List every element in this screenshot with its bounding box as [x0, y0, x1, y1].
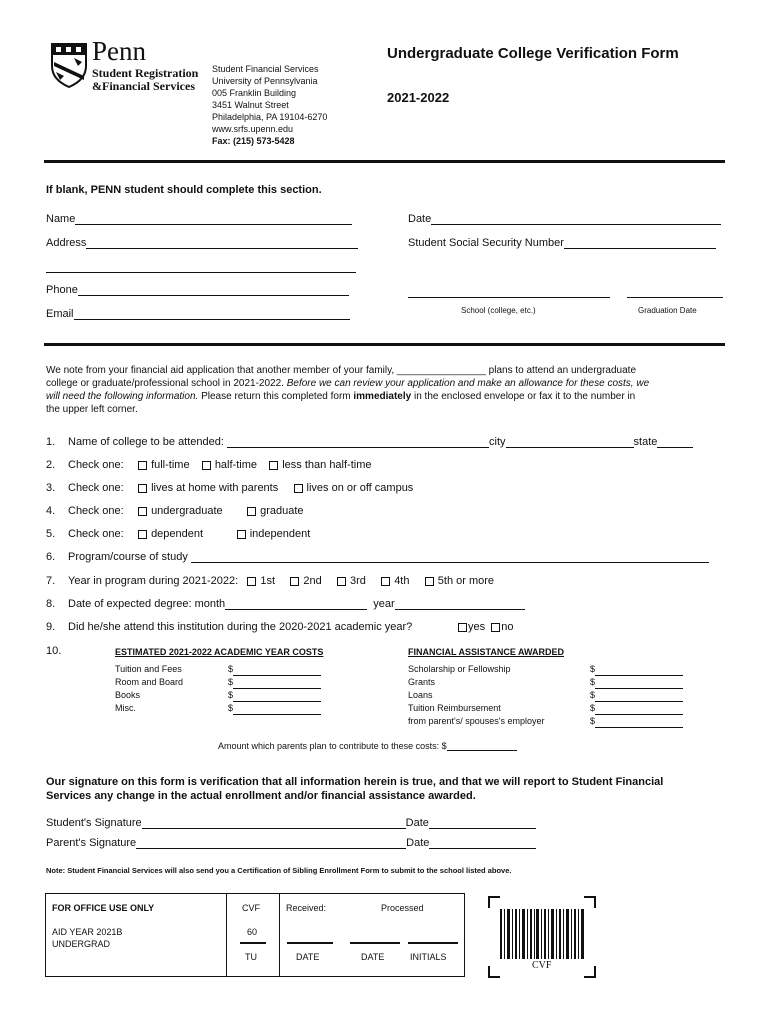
question-number: 1. — [46, 436, 56, 448]
question-5 — [46, 528, 310, 540]
office-use-box — [45, 893, 465, 977]
ssn-label: Student Social Security Number — [408, 237, 564, 249]
barcode-label: CVF — [532, 960, 552, 971]
intro-line: We note from your financial aid application that another member of your family, ________________ plans to attend an undergraduate — [46, 365, 637, 376]
program-input[interactable] — [191, 551, 709, 563]
college-name-input[interactable] — [227, 436, 489, 448]
office-aid-year: AID YEAR 2021B — [52, 927, 123, 937]
question-label: Check one: — [68, 459, 124, 471]
option-label: lives on or off campus — [306, 482, 414, 494]
date-label: Date — [408, 213, 432, 225]
processed-initials-line[interactable] — [408, 942, 458, 944]
date-label: Date — [405, 817, 429, 829]
header-divider — [44, 160, 725, 163]
school-caption: School (college, etc.) — [461, 306, 536, 315]
checkbox-icon — [138, 461, 147, 470]
checkbox-icon — [202, 461, 211, 470]
checkbox-icon — [138, 530, 147, 539]
degree-year-input[interactable] — [395, 598, 525, 610]
address-field[interactable] — [46, 237, 358, 249]
penn-shield-icon — [50, 42, 88, 88]
option-label: 1st — [260, 575, 276, 587]
fax-number: Fax: (215) 573-5428 — [212, 136, 295, 146]
address-line: Philadelphia, PA 19104-6270 — [212, 112, 328, 122]
option-label: 3rd — [350, 575, 366, 587]
question-label: Date of expected degree: month — [68, 598, 226, 610]
date-label: Date — [406, 837, 430, 849]
aid-amount-input[interactable] — [590, 689, 683, 702]
checkbox-icon — [381, 577, 390, 586]
question-3 — [46, 482, 413, 494]
question-6 — [46, 551, 709, 563]
aid-amount-input[interactable] — [590, 676, 683, 689]
checkbox-icon — [247, 577, 256, 586]
option-label: lives at home with parents — [151, 482, 279, 494]
parent-signature-label: Parent's Signature — [46, 837, 137, 849]
state-label: state — [633, 436, 658, 448]
option-label: graduate — [260, 505, 304, 517]
office-undergrad: UNDERGRAD — [52, 939, 111, 949]
degree-month-input[interactable] — [225, 598, 367, 610]
processed-date-label: DATE — [361, 952, 385, 962]
checkbox-no[interactable] — [491, 621, 513, 633]
question-number: 8. — [46, 598, 56, 610]
website-link[interactable]: www.srfs.upenn.edu — [212, 124, 294, 134]
question-label: Check one: — [68, 482, 124, 494]
email-field[interactable] — [46, 308, 350, 320]
dollar-sign: $ — [590, 677, 596, 687]
office-tu: TU — [245, 952, 257, 962]
checkbox-icon — [294, 484, 303, 493]
question-label: Year in program during 2021-2022: — [68, 575, 239, 587]
aid-item: Tuition Reimbursement — [408, 703, 501, 713]
question-number: 7. — [46, 575, 56, 587]
dollar-sign: $ — [590, 664, 596, 674]
aid-item: from parent's/ spouses's employer — [408, 716, 545, 726]
question-label: Name of college to be attended: — [68, 436, 224, 448]
question-7 — [46, 575, 494, 587]
statement-line: Our signature on this form is verification that all information herein is true, and that we will report to Student Financial — [46, 776, 664, 788]
aid-amount-input[interactable] — [590, 702, 683, 715]
checkbox-full-time[interactable] — [138, 459, 190, 471]
checkbox-icon — [247, 507, 256, 516]
question-label: Check one: — [68, 528, 124, 540]
question-10-number: 10. — [46, 645, 62, 657]
option-label: dependent — [151, 528, 204, 540]
option-label: half-time — [214, 459, 257, 471]
dollar-sign: $ — [590, 716, 596, 726]
dollar-sign: $ — [228, 664, 234, 674]
address-line: University of Pennsylvania — [212, 76, 318, 86]
checkbox-undergraduate[interactable] — [138, 505, 223, 517]
checkbox-icon — [337, 577, 346, 586]
contribution-label: Amount which parents plan to contribute to these costs: $ — [218, 741, 447, 751]
checkbox-icon — [138, 507, 147, 516]
cvf-rule — [240, 942, 266, 944]
option-label: yes — [468, 621, 486, 633]
checkbox-1st[interactable] — [247, 575, 275, 587]
dollar-sign: $ — [590, 690, 596, 700]
question-number: 2. — [46, 459, 56, 471]
option-label: no — [501, 621, 514, 633]
logo-line1: Student Registration — [92, 66, 199, 80]
address-label: Address — [46, 237, 87, 249]
intro-line — [46, 390, 649, 403]
city-label: city — [489, 436, 506, 448]
question-4 — [46, 505, 304, 517]
office-received: Received: — [286, 903, 327, 913]
ssn-field[interactable] — [408, 237, 716, 249]
name-label: Name — [46, 213, 76, 225]
question-label: Check one: — [68, 505, 124, 517]
checkbox-icon — [425, 577, 434, 586]
option-label: full-time — [151, 459, 190, 471]
note: Note: Student Financial Services will also send you a Certification of Sibling Enrollment Form to submit to the school listed above. — [46, 866, 512, 875]
question-number: 9. — [46, 621, 56, 633]
checkbox-yes[interactable] — [458, 621, 485, 633]
question-number: 5. — [46, 528, 56, 540]
checkbox-icon — [237, 530, 246, 539]
aid-item: Loans — [408, 690, 433, 700]
aid-item: Grants — [408, 677, 436, 687]
office-cvf-number: 60 — [247, 927, 258, 937]
state-input[interactable] — [657, 436, 693, 448]
form-title: Undergraduate College Verification Form — [387, 45, 679, 62]
question-number: 3. — [46, 482, 56, 494]
corner-mark — [584, 896, 596, 908]
date-field[interactable] — [408, 213, 721, 225]
section-instruction: If blank, PENN student should complete this section. — [46, 184, 322, 196]
intro-line — [46, 377, 649, 390]
logo-word: Penn — [92, 36, 146, 66]
costs-amounts — [228, 663, 321, 715]
cost-amount-input[interactable] — [228, 663, 321, 676]
logo-line2: &Financial Services — [92, 79, 195, 93]
checkbox-icon — [138, 484, 147, 493]
received-date-label: DATE — [296, 952, 320, 962]
intro-italic: will need the following information. — [46, 391, 199, 402]
phone-field[interactable] — [46, 284, 349, 296]
question-1 — [46, 436, 693, 448]
contribution-input[interactable] — [447, 741, 517, 751]
aid-amount-input[interactable] — [590, 715, 683, 728]
aid-amounts — [590, 663, 683, 728]
address-line: 005 Franklin Building — [212, 88, 297, 98]
checkbox-independent[interactable] — [237, 528, 311, 540]
aid-amount-input[interactable] — [590, 663, 683, 676]
checkbox-dependent[interactable] — [138, 528, 203, 540]
checkbox-icon — [290, 577, 299, 586]
dollar-sign: $ — [590, 703, 596, 713]
intro-paragraph — [46, 364, 649, 416]
intro-text: in the enclosed envelope or fax it to the number in — [411, 391, 636, 402]
parent-contribution — [218, 741, 517, 751]
option-label: undergraduate — [151, 505, 223, 517]
section-divider — [44, 343, 725, 346]
question-label: Did he/she attend this institution during the 2020-2021 academic year? — [68, 621, 413, 633]
cost-amount-input[interactable] — [228, 689, 321, 702]
intro-line: the upper left corner. — [46, 404, 138, 415]
attended-options — [458, 621, 514, 633]
intro-bold: immediately — [353, 391, 412, 402]
grad-date-line[interactable] — [627, 297, 723, 298]
intro-italic: Before we can review your application and make an allowance for these costs, we — [286, 378, 650, 389]
school-line[interactable] — [408, 297, 610, 298]
address-line-2[interactable] — [46, 272, 356, 273]
dollar-sign: $ — [228, 677, 234, 687]
city-input[interactable] — [506, 436, 634, 448]
option-label: less than half-time — [282, 459, 372, 471]
question-8 — [46, 598, 525, 610]
verification-statement — [46, 775, 663, 803]
name-field[interactable] — [46, 213, 352, 225]
option-label: 5th or more — [437, 575, 495, 587]
statement-line: Services any change in the actual enrollment and/or financial assistance awarded. — [46, 790, 476, 802]
checkbox-less-than-half-time[interactable] — [269, 459, 371, 471]
checkbox-lives-at-home[interactable] — [138, 482, 278, 494]
office-divider — [279, 894, 280, 976]
option-label: 4th — [394, 575, 410, 587]
checkbox-icon — [269, 461, 278, 470]
checkbox-half-time[interactable] — [202, 459, 257, 471]
checkbox-2nd[interactable] — [290, 575, 321, 587]
checkbox-graduate[interactable] — [247, 505, 303, 517]
processed-date-line[interactable] — [350, 942, 400, 944]
corner-mark — [584, 966, 596, 978]
dollar-sign: $ — [228, 690, 234, 700]
checkbox-4th[interactable] — [381, 575, 409, 587]
aid-list — [408, 663, 545, 728]
cost-amount-input[interactable] — [228, 702, 321, 715]
costs-title: ESTIMATED 2021-2022 ACADEMIC YEAR COSTS — [115, 647, 324, 657]
year-label: year — [373, 598, 395, 610]
cost-amount-input[interactable] — [228, 676, 321, 689]
question-9 — [46, 621, 412, 633]
processed-initials-label: INITIALS — [410, 952, 447, 962]
checkbox-lives-on-off-campus[interactable] — [294, 482, 414, 494]
office-title: FOR OFFICE USE ONLY — [52, 903, 155, 913]
intro-text: college or graduate/professional school in 2021-2022. — [46, 378, 287, 389]
option-label: independent — [249, 528, 311, 540]
address-line: 3451 Walnut Street — [212, 100, 289, 110]
office-divider — [226, 894, 227, 976]
email-label: Email — [46, 308, 74, 320]
corner-mark — [488, 896, 500, 908]
grad-date-caption: Graduation Date — [638, 306, 697, 315]
checkbox-icon — [458, 623, 467, 632]
checkbox-3rd[interactable] — [337, 575, 366, 587]
question-number: 4. — [46, 505, 56, 517]
penn-logo — [50, 36, 210, 93]
cost-item: Tuition and Fees — [115, 664, 182, 674]
student-signature-field[interactable] — [46, 817, 536, 829]
address-line: Student Financial Services — [212, 64, 319, 74]
cost-item: Misc. — [115, 703, 136, 713]
barcode-icon — [500, 909, 584, 959]
aid-title: FINANCIAL ASSISTANCE AWARDED — [408, 647, 565, 657]
office-cvf: CVF — [242, 903, 260, 913]
phone-label: Phone — [46, 284, 78, 296]
question-label: Program/course of study — [68, 551, 188, 563]
option-label: 2nd — [303, 575, 322, 587]
intro-text: Please return this completed form — [198, 391, 354, 402]
question-2 — [46, 459, 372, 471]
question-number: 6. — [46, 551, 56, 563]
checkbox-icon — [491, 623, 500, 632]
cost-item: Books — [115, 690, 141, 700]
costs-list — [115, 663, 183, 715]
barcode-box — [488, 896, 596, 978]
dollar-sign: $ — [228, 703, 234, 713]
office-address — [212, 63, 327, 147]
student-signature-label: Student's Signature — [46, 817, 142, 829]
office-processed: Processed — [381, 903, 424, 913]
received-date-line[interactable] — [287, 942, 333, 944]
parent-signature-field[interactable] — [46, 837, 536, 849]
corner-mark — [488, 966, 500, 978]
form-year: 2021-2022 — [387, 90, 450, 105]
aid-item: Scholarship or Fellowship — [408, 664, 511, 674]
cost-item: Room and Board — [115, 677, 184, 687]
checkbox-5th-or-more[interactable] — [425, 575, 494, 587]
